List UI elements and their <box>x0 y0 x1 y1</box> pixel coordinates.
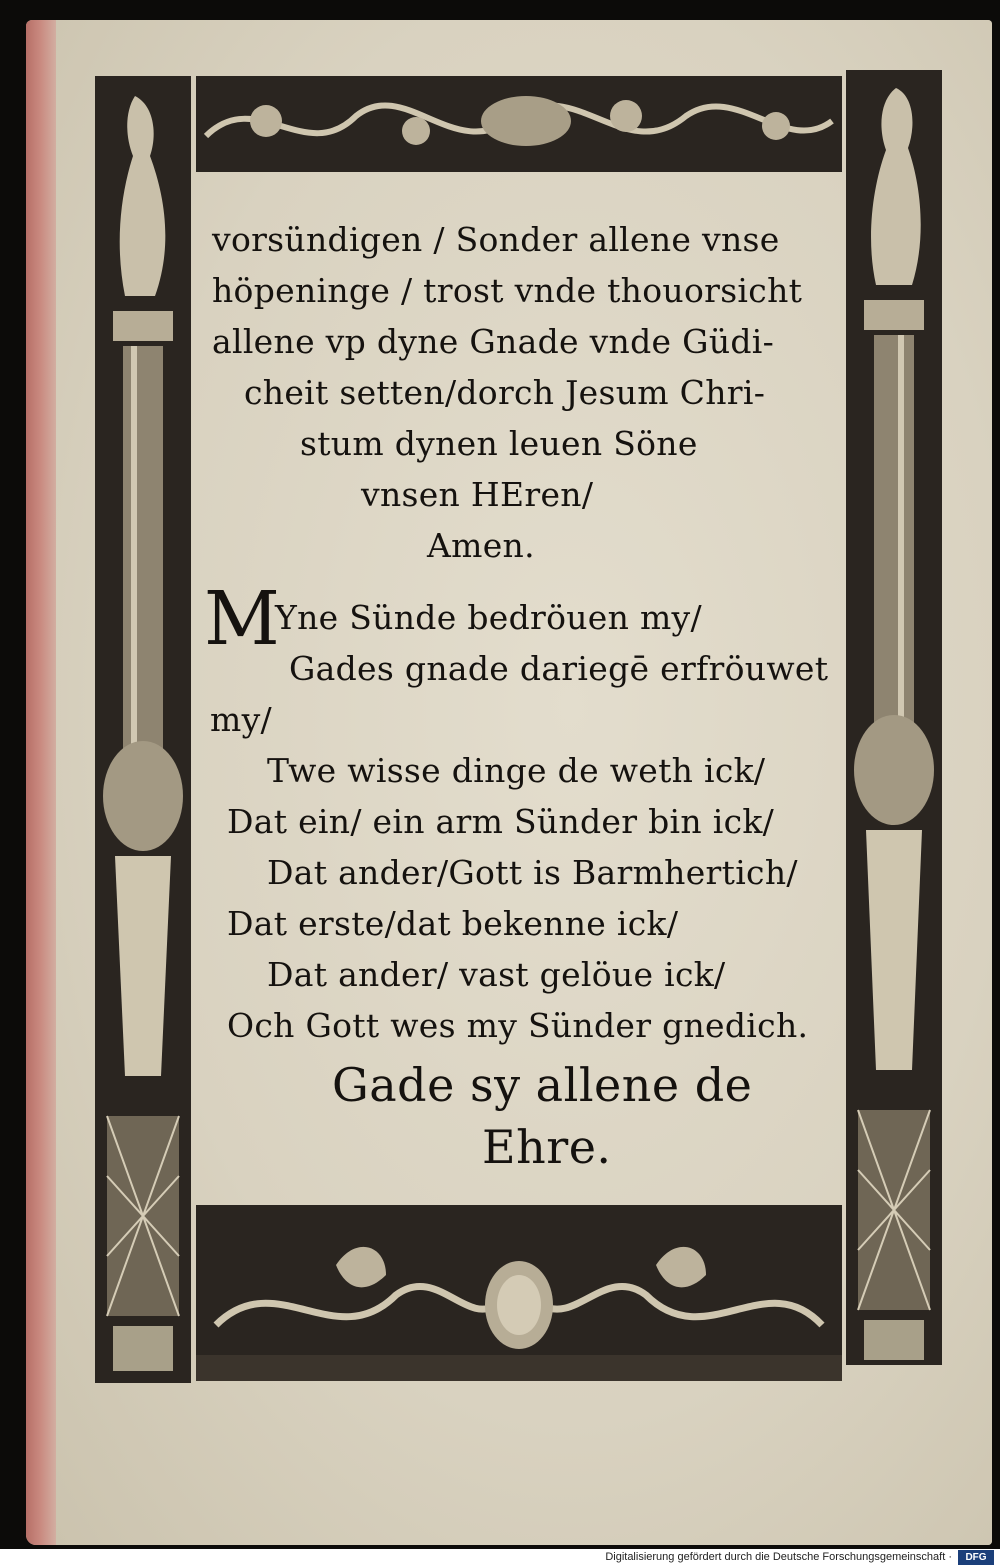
verse-line-1: Yne Sünde bedröuen my/ <box>275 598 702 637</box>
closing-line-2: Ehre. <box>482 1120 612 1174</box>
right-woodcut-border <box>846 70 942 1365</box>
verse-line-6: Dat ander/Gott is Barmhertich/ <box>267 853 798 892</box>
closing-line-1: Gade sy allene de <box>332 1058 753 1112</box>
verse-line-3: my/ <box>210 700 272 739</box>
verse-line-8: Dat ander/ vast gelöue ick/ <box>267 955 726 994</box>
verse-line-4: Twe wisse dinge de weth ick/ <box>267 751 766 790</box>
prayer-line-4: cheit setten/dorch Jesum Chri- <box>244 373 766 412</box>
prayer-line-2: höpeninge / trost vnde thouorsicht <box>212 271 803 310</box>
bottom-woodcut-border <box>196 1205 842 1381</box>
prayer-line-6: vnsen HEren/ <box>361 475 594 514</box>
footer-credit: Digitalisierung gefördert durch die Deutsche Forschungsgemeinschaft · <box>605 1551 952 1563</box>
top-woodcut-border <box>196 76 842 172</box>
prayer-line-5: stum dynen leuen Söne <box>300 424 698 463</box>
verse-initial: M <box>204 576 280 662</box>
left-woodcut-border <box>95 76 191 1383</box>
prayer-line-1: vorsündigen / Sonder allene vnse <box>212 220 780 259</box>
prayer-amen: Amen. <box>427 526 535 565</box>
page-text <box>197 190 843 1190</box>
verse-line-2: Gades gnade dariegē erfröuwet <box>289 649 829 688</box>
dfg-logo: DFG <box>958 1550 994 1565</box>
verse-line-5: Dat ein/ ein arm Sünder bin ick/ <box>227 802 775 841</box>
footer-strip <box>0 1549 1000 1567</box>
verse-line-9: Och Gott wes my Sünder gnedich. <box>227 1006 809 1045</box>
prayer-line-3: allene vp dyne Gnade vnde Güdi- <box>212 322 775 361</box>
verse-line-7: Dat erste/dat bekenne ick/ <box>227 904 679 943</box>
